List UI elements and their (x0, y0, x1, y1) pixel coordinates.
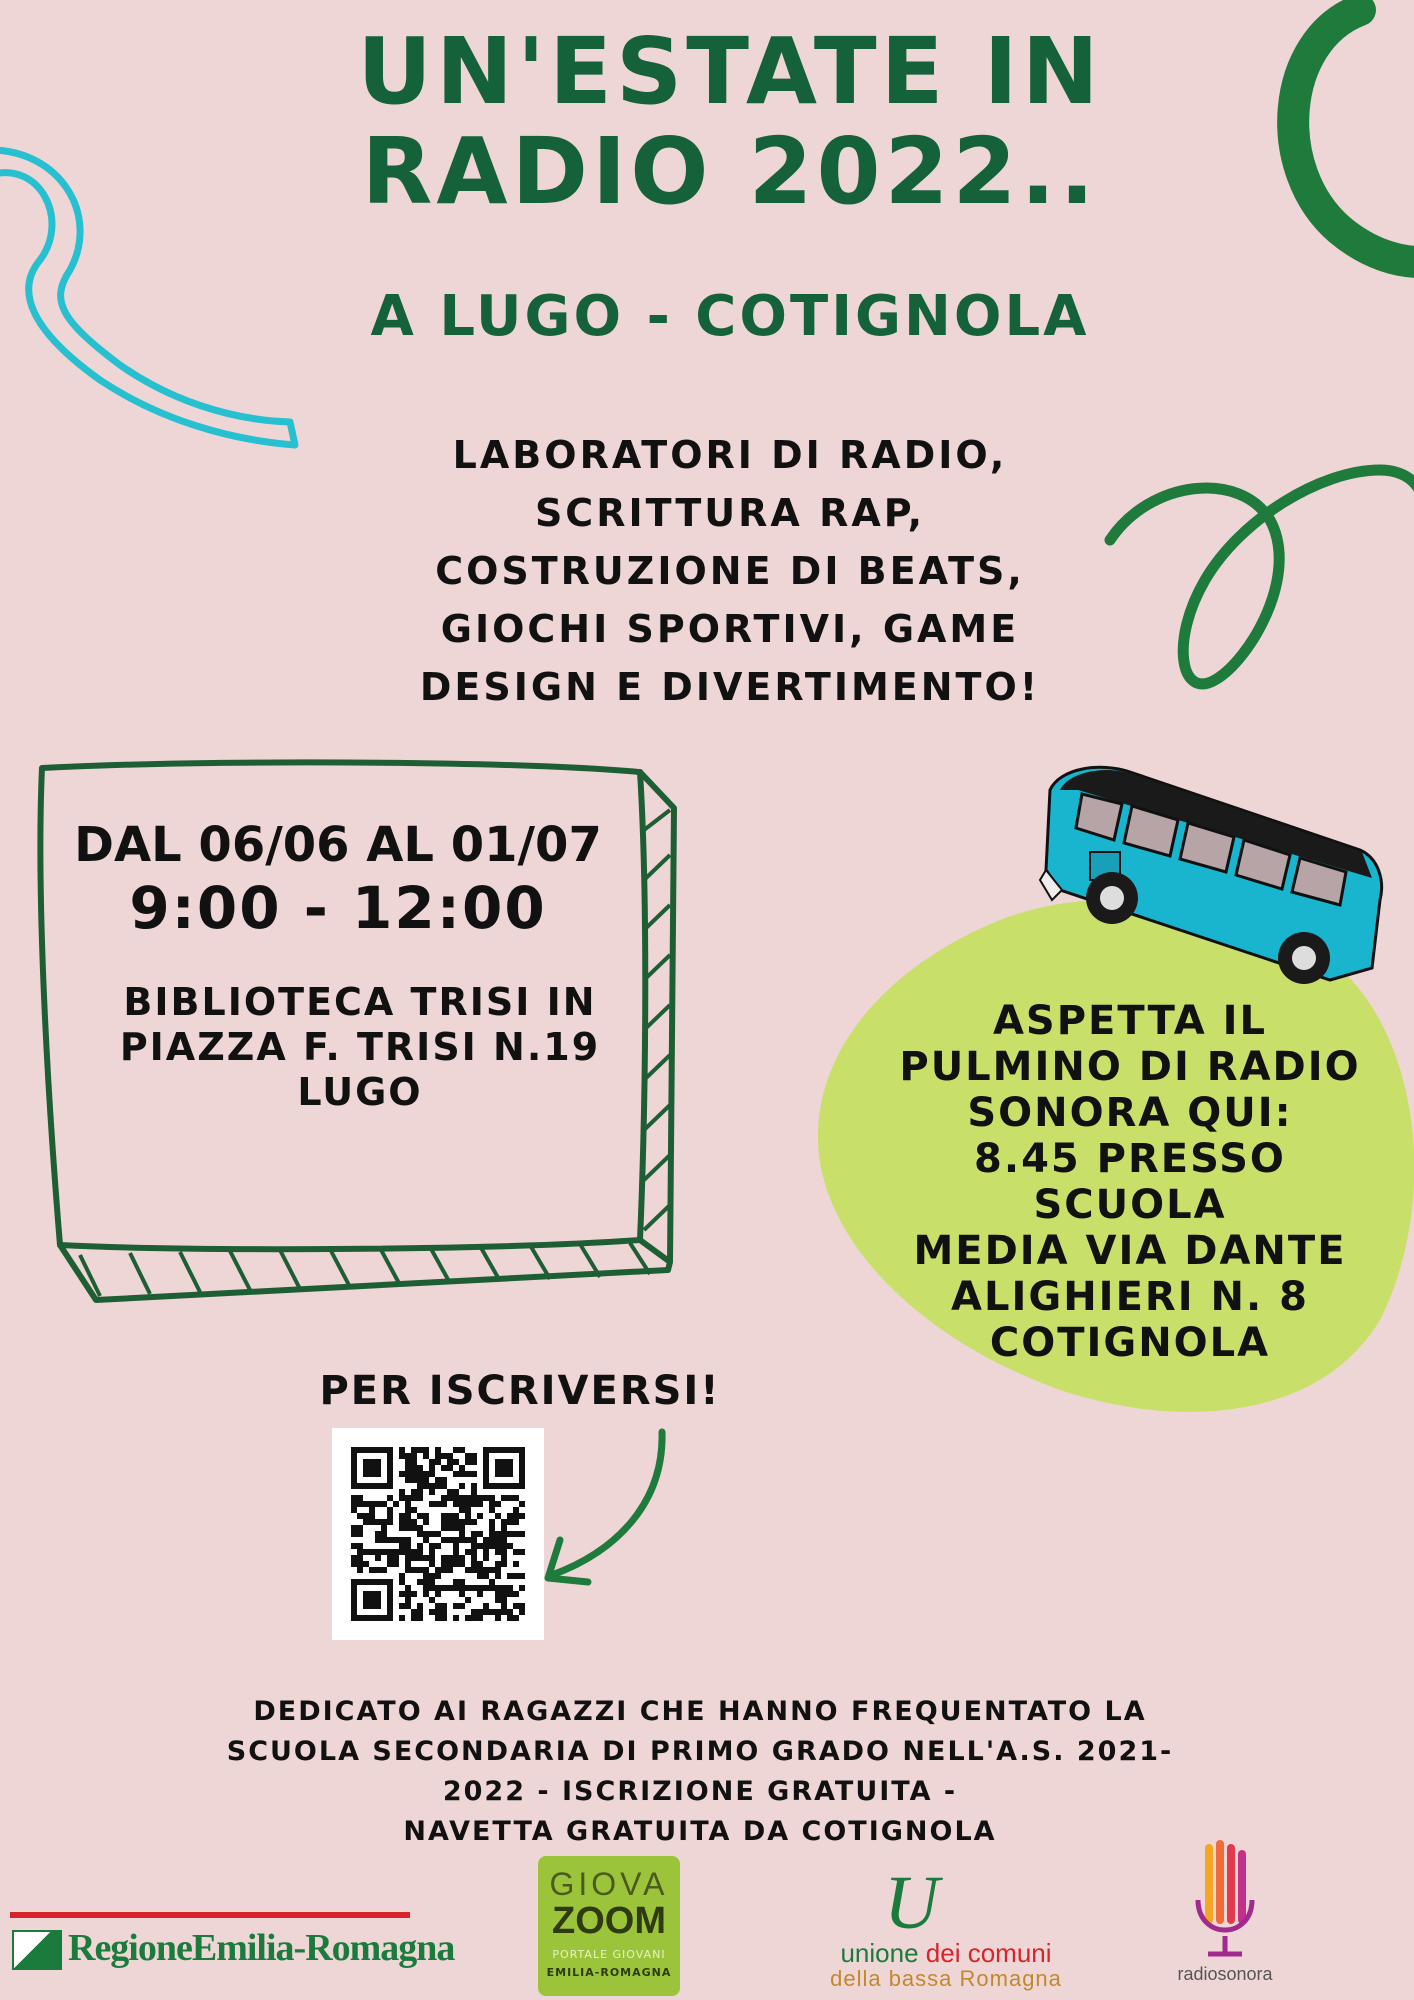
title-line-2: RADIO 2022.. (361, 118, 1099, 225)
unione-u-icon: U (884, 1861, 939, 1945)
place-line: LUGO (297, 1070, 423, 1114)
schedule-dates: DAL 06/06 AL 01/07 (74, 817, 602, 873)
giova-label: GIOVA (549, 1866, 669, 1902)
qr-code-icon (332, 1428, 544, 1640)
schedule-time: 9:00 - 12:00 (129, 874, 547, 942)
footer-line: NAVETTA GRATUITA DA COTIGNOLA (403, 1816, 997, 1847)
bus-line: SCUOLA (1033, 1182, 1227, 1228)
title-line-1: UN'ESTATE IN (357, 18, 1103, 125)
bus-info (860, 998, 1400, 1366)
bus-line: ALIGHIERI N. 8 (951, 1274, 1309, 1320)
bus-line: PULMINO DI RADIO (899, 1044, 1361, 1090)
schedule-place (80, 980, 640, 1115)
unione-name: unione dei comuni (840, 1938, 1052, 1968)
regione-flag-icon (12, 1930, 62, 1970)
portale-label: PORTALE GIOVANI (552, 1948, 666, 1961)
activity-line: LABORATORI DI RADIO, (452, 433, 1008, 477)
bus-line: MEDIA VIA DANTE (913, 1228, 1347, 1274)
activity-line: GIOCHI SPORTIVI, GAME (440, 607, 1020, 651)
footer-note (200, 1692, 1200, 1852)
footer-line: DEDICATO AI RAGAZZI CHE HANNO FREQUENTATO LA (253, 1696, 1147, 1727)
logo-regione-name: RegioneEmilia-Romagna (68, 1927, 455, 1969)
zoom-label: ZOOM (552, 1900, 666, 1942)
activity-line: SCRITTURA RAP, (534, 491, 926, 535)
green-loops (1110, 470, 1414, 684)
bus-line: ASPETTA IL (992, 998, 1268, 1044)
subtitle: A LUGO - COTIGNOLA (370, 284, 1090, 349)
logo-radiosonora (1160, 1840, 1290, 1990)
green-crescent (1293, 10, 1414, 262)
logo-regione (10, 1912, 455, 1976)
bus-line: 8.45 PRESSO (974, 1136, 1286, 1182)
signup-label: PER ISCRIVERSI! (319, 1368, 721, 1414)
place-line: BIBLIOTECA TRISI IN (123, 980, 597, 1024)
activity-line: DESIGN E DIVERTIMENTO! (419, 665, 1041, 709)
logo-unione-comuni (816, 1860, 1076, 1998)
page-title (250, 18, 1210, 225)
microphone-icon (1160, 1840, 1290, 1964)
activity-line: COSTRUZIONE DI BEATS, (435, 549, 1025, 593)
unione-area: della bassa Romagna (830, 1966, 1062, 1991)
qr-code[interactable] (332, 1428, 544, 1640)
activities-list (360, 426, 1100, 716)
logo-regione-bar (10, 1912, 410, 1918)
bus-line: COTIGNOLA (989, 1320, 1271, 1366)
region-label: EMILIA-ROMAGNA (546, 1966, 672, 1979)
footer-line: SCUOLA SECONDARIA DI PRIMO GRADO NELL'A.S. 2021- (226, 1736, 1174, 1767)
place-line: PIAZZA F. TRISI N.19 (119, 1025, 601, 1069)
logo-giovazoom (538, 1856, 680, 1996)
footer-line: 2022 - ISCRIZIONE GRATUITA - (442, 1776, 958, 1807)
bus-line: SONORA QUI: (967, 1090, 1293, 1136)
arrow-icon (548, 1432, 662, 1582)
radiosonora-name: radiosonora (1177, 1964, 1273, 1984)
